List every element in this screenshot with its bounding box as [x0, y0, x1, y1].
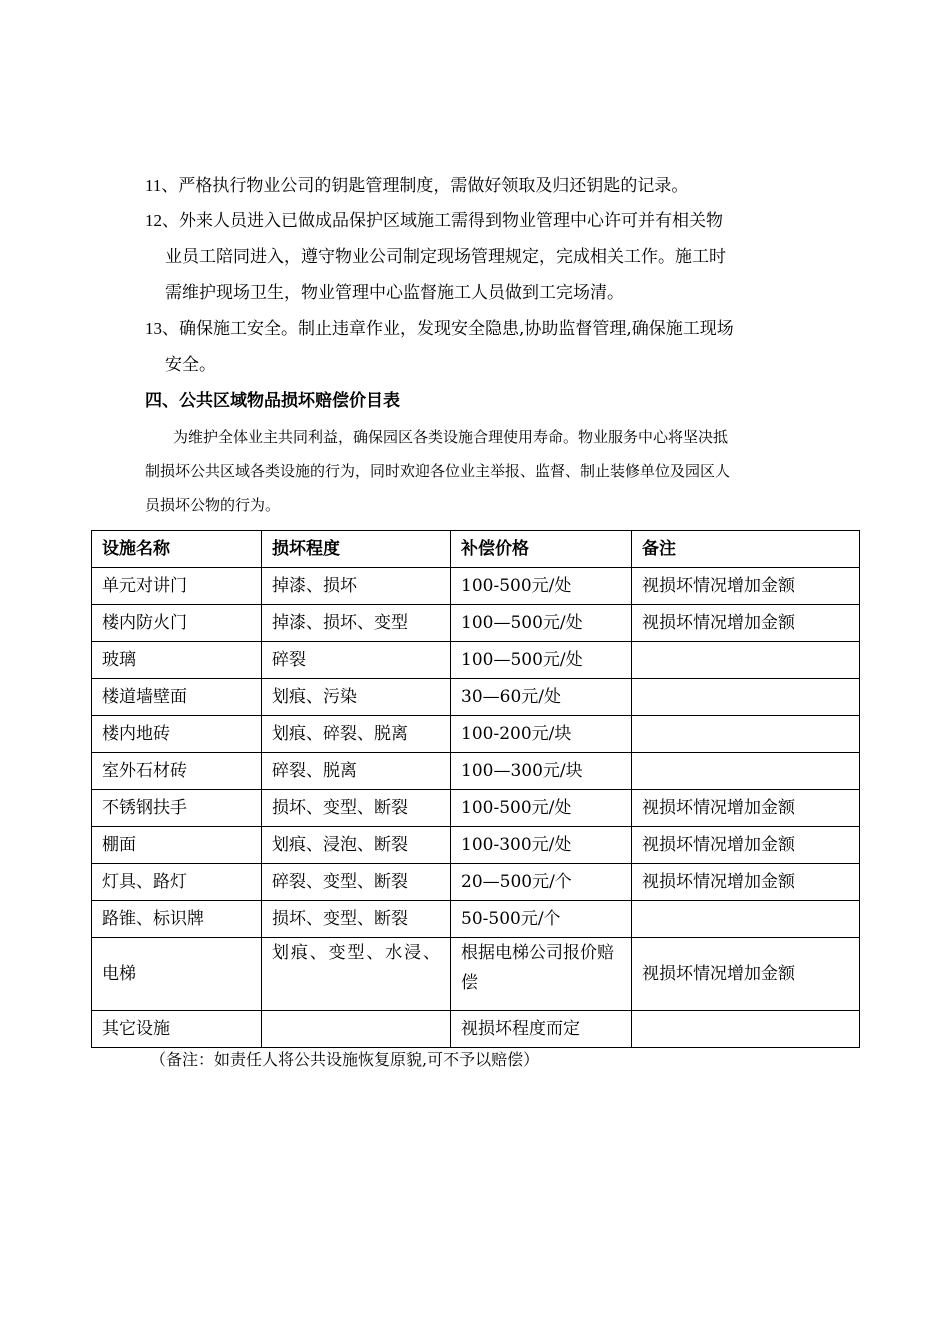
clause-text: 外来人员进入已做成品保护区域施工需得到物业管理中心许可并有相关物 [179, 211, 723, 231]
cell-damage: 碎裂、变型、断裂 [262, 864, 451, 901]
header-damage: 损坏程度 [262, 531, 451, 568]
cell-price: 100—300元/块 [451, 753, 632, 790]
cell-remark [632, 753, 860, 790]
compensation-table [91, 530, 860, 1048]
cell-remark: 视损坏情况增加金额 [632, 864, 860, 901]
cell-damage: 划痕、污染 [262, 679, 451, 716]
cell-remark: 视损坏情况增加金额 [632, 790, 860, 827]
table-row [92, 1011, 860, 1048]
clause-text-continued: 安全。 [165, 355, 216, 375]
cell-damage: 掉漆、损坏、变型 [262, 605, 451, 642]
table-row [92, 864, 860, 901]
table-row [92, 568, 860, 605]
table-row [92, 938, 860, 1011]
cell-remark: 视损坏情况增加金额 [632, 938, 860, 1011]
cell-price: 100—500元/处 [451, 642, 632, 679]
cell-damage: 碎裂、脱离 [262, 753, 451, 790]
cell-facility: 灯具、路灯 [92, 864, 262, 901]
footnote: （备注：如责任人将公共设施恢复原貌,可不予以赔偿） [150, 1050, 540, 1069]
cell-facility: 楼内地砖 [92, 716, 262, 753]
cell-damage: 划痕、变型、水浸、 [262, 938, 451, 1011]
intro-line: 为维护全体业主共同利益，确保园区各类设施合理使用寿命。物业服务中心将坚决抵 [173, 428, 729, 446]
cell-price: 30—60元/处 [451, 679, 632, 716]
cell-facility: 不锈钢扶手 [92, 790, 262, 827]
table-row [92, 642, 860, 679]
cell-damage: 损坏、变型、断裂 [262, 790, 451, 827]
header-remark: 备注 [632, 531, 860, 568]
cell-facility: 室外石材砖 [92, 753, 262, 790]
table-row [92, 827, 860, 864]
cell-damage: 划痕、碎裂、脱离 [262, 716, 451, 753]
table-row [92, 753, 860, 790]
cell-facility: 电梯 [92, 938, 262, 1011]
table-row [92, 679, 860, 716]
cell-price: 100—500元/处 [451, 605, 632, 642]
cell-facility: 其它设施 [92, 1011, 262, 1048]
cell-facility: 棚面 [92, 827, 262, 864]
table-header-row [92, 531, 860, 568]
cell-price: 100-500元/处 [451, 568, 632, 605]
clause-13 [145, 311, 815, 383]
cell-price: 20—500元/个 [451, 864, 632, 901]
cell-remark: 视损坏情况增加金额 [632, 568, 860, 605]
cell-remark [632, 679, 860, 716]
cell-damage: 损坏、变型、断裂 [262, 901, 451, 938]
clause-12 [145, 203, 815, 311]
cell-damage: 碎裂 [262, 642, 451, 679]
cell-facility: 楼道墙壁面 [92, 679, 262, 716]
clause-number: 13、 [145, 319, 179, 338]
cell-facility: 玻璃 [92, 642, 262, 679]
cell-price: 视损坏程度而定 [451, 1011, 632, 1048]
intro-line: 制损坏公共区域各类设施的行为，同时欢迎各位业主举报、监督、制止装修单位及园区人 [145, 462, 731, 480]
cell-remark: 视损坏情况增加金额 [632, 605, 860, 642]
cell-price: 100-300元/处 [451, 827, 632, 864]
cell-remark [632, 1011, 860, 1048]
table-row [92, 790, 860, 827]
cell-damage: 划痕、浸泡、断裂 [262, 827, 451, 864]
intro-line: 员损坏公物的行为。 [145, 496, 281, 514]
clause-text: 严格执行物业公司的钥匙管理制度，需做好领取及归还钥匙的记录。 [178, 176, 689, 196]
cell-facility: 单元对讲门 [92, 568, 262, 605]
cell-price: 100-500元/处 [451, 790, 632, 827]
cell-damage [262, 1011, 451, 1048]
header-facility: 设施名称 [92, 531, 262, 568]
cell-remark: 视损坏情况增加金额 [632, 827, 860, 864]
cell-remark [632, 901, 860, 938]
cell-price: 根据电梯公司报价赔偿 [451, 938, 632, 1011]
section-heading: 四、公共区域物品损坏赔偿价目表 [145, 391, 400, 411]
clause-number: 12、 [145, 211, 179, 230]
clause-text-continued: 需维护现场卫生，物业管理中心监督施工人员做到工完场清。 [165, 283, 624, 303]
cell-damage: 掉漆、损坏 [262, 568, 451, 605]
table-row [92, 716, 860, 753]
cell-facility: 路锥、标识牌 [92, 901, 262, 938]
cell-price: 100-200元/块 [451, 716, 632, 753]
clause-11 [145, 168, 815, 204]
cell-remark [632, 716, 860, 753]
clause-text-continued: 业员工陪同进入，遵守物业公司制定现场管理规定，完成相关工作。施工时 [165, 247, 726, 267]
table-row [92, 605, 860, 642]
cell-facility: 楼内防火门 [92, 605, 262, 642]
clause-number: 11、 [145, 176, 179, 195]
header-price: 补偿价格 [451, 531, 632, 568]
clause-text: 确保施工安全。制止违章作业，发现安全隐患,协助监督管理,确保施工现场 [179, 319, 734, 339]
intro-paragraph [145, 420, 815, 522]
cell-price: 50-500元/个 [451, 901, 632, 938]
table-row [92, 901, 860, 938]
cell-remark [632, 642, 860, 679]
